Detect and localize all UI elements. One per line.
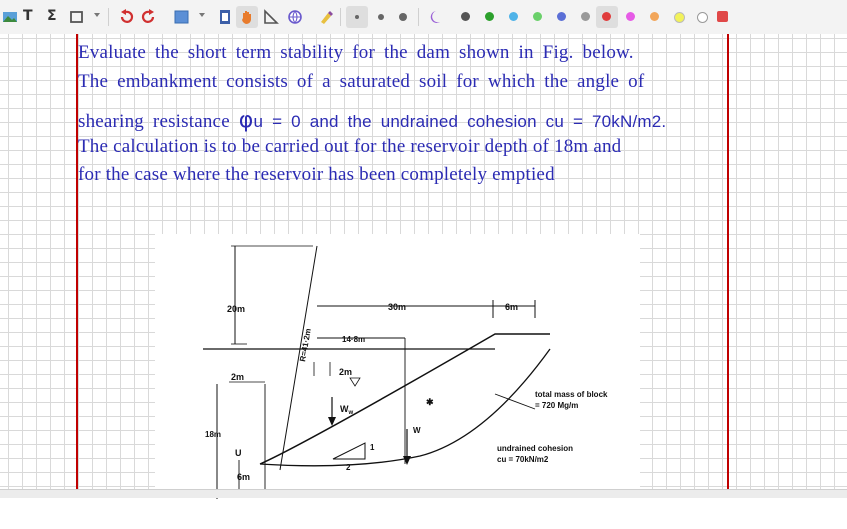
label-radius: R=41·2m (298, 327, 313, 363)
label-18m: 18m (205, 430, 222, 439)
dam-diagram (155, 234, 640, 524)
text-line-2: The embankment consists of a saturated soil for which the angle of (78, 71, 645, 92)
text-line-4: The calculation is to be carried out for the reservoir depth of 18m and (78, 136, 622, 157)
pen-size-small[interactable] (355, 15, 359, 19)
color-swatch-lightblue[interactable] (509, 12, 518, 21)
sigma-icon[interactable]: Σ (47, 8, 57, 24)
text-tool-icon[interactable]: T (23, 8, 33, 24)
chevron-down-icon[interactable] (199, 13, 205, 17)
notebook-page[interactable] (0, 34, 847, 497)
color-swatch-gray[interactable] (581, 12, 590, 21)
label-6m-top: 6m (505, 302, 519, 312)
eraser-icon[interactable] (428, 9, 444, 25)
redo-icon[interactable] (141, 9, 157, 25)
label-6m-bottom: 6m (237, 472, 251, 482)
label-30m: 30m (388, 302, 407, 312)
text-line-3 (78, 108, 666, 133)
color-swatch-green[interactable] (485, 12, 494, 21)
slope-triangle (333, 443, 365, 459)
color-swatch-magenta[interactable] (626, 12, 635, 21)
label-2m-left: 2m (231, 372, 245, 382)
pen-size-medium[interactable] (378, 14, 384, 20)
label-mass-2: = 720 Mg/m (535, 401, 579, 410)
separator (340, 8, 341, 26)
phi-symbol: φ (238, 108, 254, 133)
page-margin-left (76, 34, 78, 489)
text-line-3-start: shearing resistance (78, 111, 239, 132)
chevron-down-icon[interactable] (94, 13, 100, 17)
color-swatch-white[interactable] (697, 12, 708, 23)
fill-square-icon[interactable] (174, 9, 190, 25)
label-mass-1: total mass of block (535, 390, 608, 399)
label-w: W (413, 426, 421, 435)
label-2m-mid: 2m (339, 367, 353, 377)
water-level-icon (350, 378, 360, 386)
text-line-1: Evaluate the short term stability for the dam shown in Fig. below. (78, 42, 634, 63)
color-swatch-yellow[interactable] (674, 12, 685, 23)
text-line-5: for the case where the reservoir has been completely emptied (78, 164, 555, 185)
undo-icon[interactable] (118, 9, 134, 25)
text-line-3-end: u = 0 and the undrained cohesion cu = 70kN/m2. (253, 112, 667, 131)
label-slope-2: 2 (346, 463, 351, 472)
toolbar (0, 0, 847, 35)
label-slope-1: 1 (370, 443, 375, 452)
color-swatch-blue[interactable] (557, 12, 566, 21)
label-cohesion-2: cu = 70kN/m2 (497, 455, 549, 464)
label-cohesion-1: undrained cohesion (497, 444, 574, 453)
color-swatch-red[interactable] (602, 12, 611, 21)
drawing-icon[interactable] (263, 9, 279, 25)
globe-icon[interactable] (287, 9, 303, 25)
label-20m: 20m (227, 304, 246, 314)
dam-figure[interactable] (155, 234, 640, 524)
insert-image-icon[interactable] (217, 9, 233, 25)
label-u: U (235, 448, 242, 458)
pen-size-large[interactable] (399, 13, 407, 21)
color-swatch-lightgreen[interactable] (533, 12, 542, 21)
rectangle-icon[interactable] (69, 9, 85, 25)
hand-icon[interactable] (239, 9, 255, 25)
label-14-8m: 14·8m (342, 335, 366, 344)
centroid-mark: ✱ (426, 397, 434, 407)
color-swatch-dark[interactable] (461, 12, 470, 21)
color-picker-button[interactable] (717, 11, 728, 22)
page-margin-right (727, 34, 729, 489)
highlighter-icon[interactable] (318, 9, 334, 25)
separator (418, 8, 419, 26)
label-ww: $W_w$ (340, 404, 354, 416)
landscape-icon[interactable] (2, 9, 18, 25)
color-swatch-orange[interactable] (650, 12, 659, 21)
separator (108, 8, 109, 26)
